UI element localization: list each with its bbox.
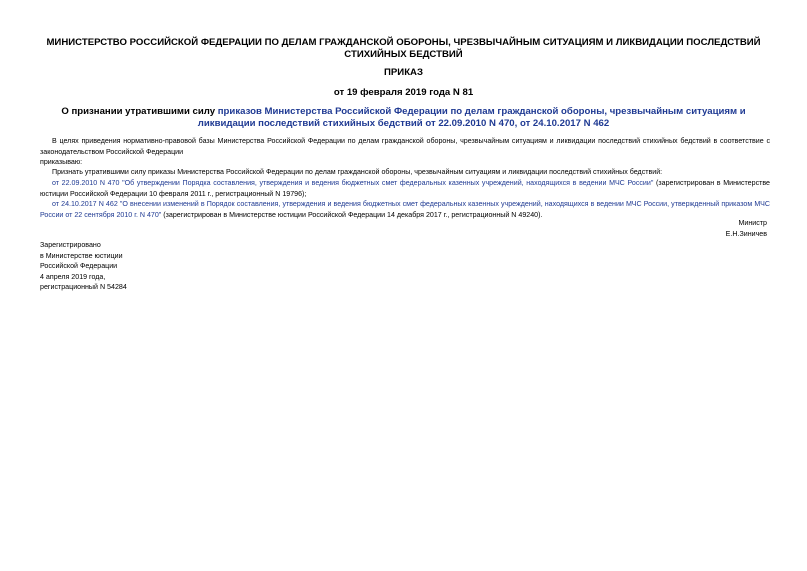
list-item-1-text: (зарегистрирован в Министерстве юстиции Российской Федерации 10 февраля 2011 г., регистрационный N 19796);	[40, 179, 770, 198]
list-item-1	[40, 178, 770, 199]
document-title	[40, 106, 767, 130]
title-link[interactable]: приказов Министерства Российской Федерации по делам гражданской обороны, чрезвычайным ситуациям и ликвидации последствий стихийных бедствий от 22.09.2010 N 470, от 24.10.2017 N 462	[197, 106, 746, 129]
recognize-paragraph: Признать утратившими силу приказы Министерства Российской Федерации по делам гражданской обороны, чрезвычайным ситуациям и ликвидации последствий стихийных бедствий:	[52, 168, 663, 176]
list-item-2-text: (зарегистрирован в Министерстве юстиции Российской Федерации 14 декабря 2017 г., регистрационный N 49240).	[161, 210, 543, 219]
signer-name: Е.Н.Зиничев	[725, 230, 767, 238]
title-prefix: О признании утратившими силу	[61, 106, 218, 117]
registration-line: регистрационный N 54284	[40, 283, 127, 291]
order-word: приказываю:	[40, 158, 83, 166]
intro-paragraph: В целях приведения нормативно-правовой базы Министерства Российской Федерации по делам гражданской обороны, чрезвычайным ситуациям и ликвидации последствий стихийных бедствий в соответствие с законодательством Российской Федерации	[40, 137, 770, 156]
document-type: ПРИКАЗ	[384, 67, 423, 78]
list-item-2	[40, 199, 770, 220]
registration-line: 4 апреля 2019 года,	[40, 272, 106, 281]
registration-line: Зарегистрировано	[40, 241, 101, 249]
registration-line: Российской Федерации	[40, 262, 118, 270]
signer-position: Министр	[738, 219, 767, 227]
order-470-link[interactable]: от 22.09.2010 N 470 "Об утверждении Порядка составления, утверждения и ведения бюджетных смет федеральных казенных учреждений, находящихся в ведении МЧС России"	[52, 179, 654, 187]
registration-line: в Министерстве юстиции	[40, 251, 123, 260]
order-462-link[interactable]: от 24.10.2017 N 462 "О внесении изменений в Порядок составления, утверждения и ведения бюджетных смет федеральных казенных учреждений, находящихся в ведении МЧС России, утвержденный приказом МЧС России от 22 сентября 2010 г. N 470"	[40, 200, 770, 219]
registration-block	[40, 240, 127, 293]
ministry-heading: МИНИСТЕРСТВО РОССИЙСКОЙ ФЕДЕРАЦИИ ПО ДЕЛАМ ГРАЖДАНСКОЙ ОБОРОНЫ, ЧРЕЗВЫЧАЙНЫМ СИТУАЦИЯМ И ЛИКВИДАЦИИ ПОСЛЕДСТВИЙ СТИХИЙНЫХ БЕДСТВИЙ	[46, 37, 761, 60]
document-date-number: от 19 февраля 2019 года N 81	[333, 87, 474, 98]
